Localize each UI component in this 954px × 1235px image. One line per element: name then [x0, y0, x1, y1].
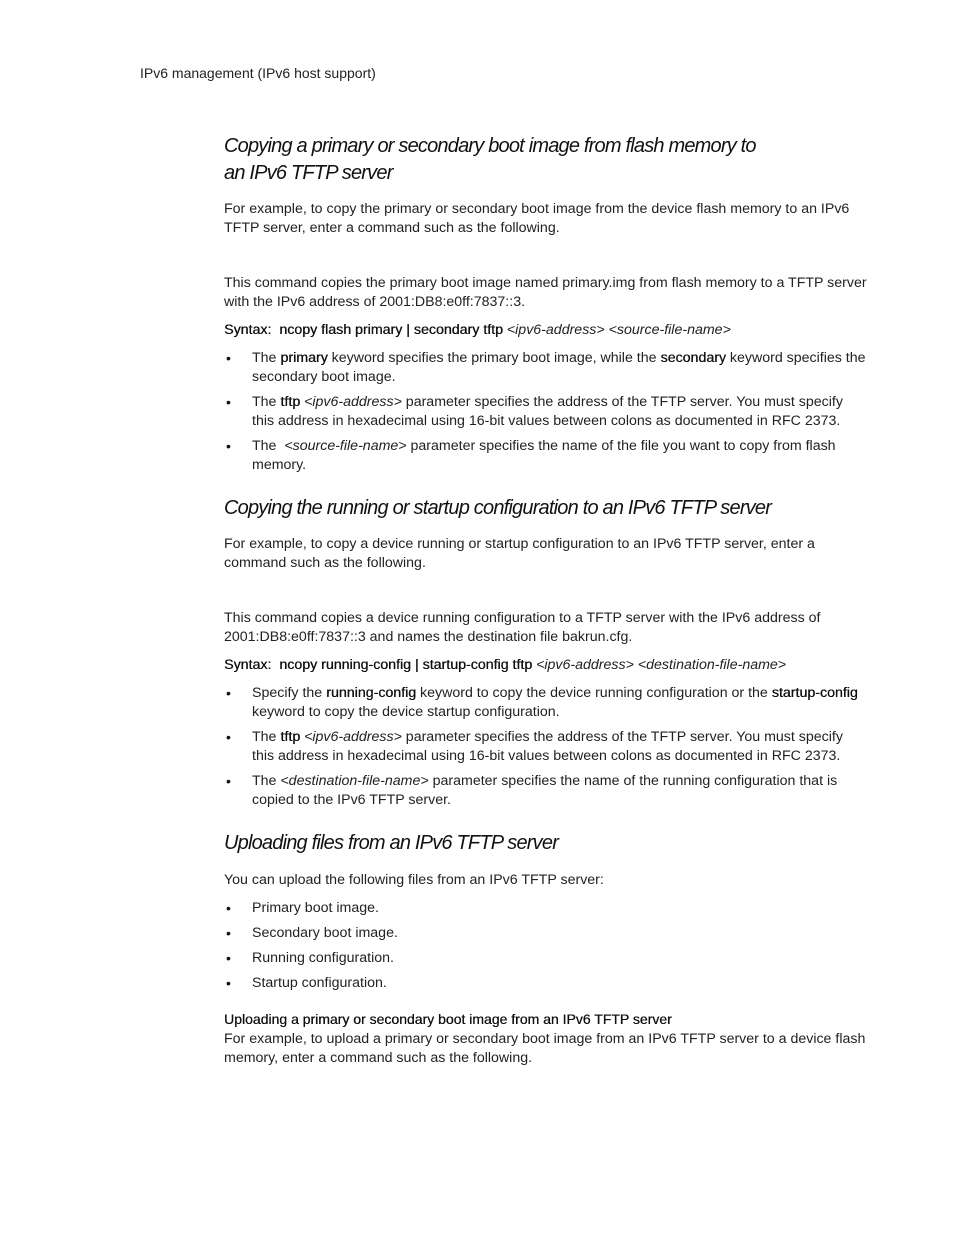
bullet-icon: • [226, 773, 231, 789]
subsection-title-upload-boot-image: Uploading a primary or secondary boot image from an IPv6 TFTP server [224, 1011, 672, 1027]
bullet-icon: • [226, 975, 231, 991]
bullet-icon: • [226, 925, 231, 941]
list-item: • Running configuration. [226, 950, 394, 966]
bullet-icon: • [226, 350, 231, 366]
s2-description: This command copies a device running configuration to a TFTP server with the IPv6 address of 2001:DB8:e0ff:7837::3 and names the destination file bakrun.cfg. [224, 610, 821, 645]
list-item: • The tftp <ipv6-address> parameter specifies the address of the TFTP server. You must specify this address in hexadecimal using 16-bit values between colons as documented in RFC 2373. [226, 729, 843, 764]
s1-intro: For example, to copy the primary or secondary boot image from the device flash memory to an IPv6 TFTP server, enter a command such as the following. [224, 201, 850, 236]
list-item: • The primary keyword specifies the primary boot image, while the secondary keyword specifies the secondary boot image. [226, 350, 866, 385]
s2-syntax: Syntax: ncopy running-config | startup-config tftp <ipv6-address> <destination-file-name> [224, 657, 787, 673]
bullet-icon: • [226, 950, 231, 966]
list-item: • Startup configuration. [226, 975, 387, 991]
s1-bullet-list [224, 349, 868, 475]
s1-description: This command copies the primary boot image named primary.img from flash memory to a TFTP server with the IPv6 address of 2001:DB8:e0ff:7837::3. [224, 275, 867, 310]
s3-bullet-list [224, 899, 868, 993]
s1-syntax: Syntax: ncopy flash primary | secondary tftp <ipv6-address> <source-file-name> [224, 322, 731, 338]
bullet-icon: • [226, 438, 231, 454]
page-content [224, 133, 868, 1068]
list-item: • Primary boot image. [226, 900, 379, 916]
list-item: • Secondary boot image. [226, 925, 398, 941]
section-title-copy-config: Copying the running or startup configuration to an IPv6 TFTP server [224, 497, 772, 519]
list-item: • Specify the running-config keyword to copy the device running configuration or the startup-config keyword to copy the device startup configuration. [226, 685, 858, 720]
list-item: • The tftp <ipv6-address> parameter specifies the address of the TFTP server. You must specify this address in hexadecimal using 16-bit values between colons as documented in RFC 2373. [226, 394, 843, 429]
s2-bullet-list [224, 684, 868, 810]
section-title-uploading: Uploading files from an IPv6 TFTP server [224, 832, 559, 854]
s2-intro: For example, to copy a device running or startup configuration to an IPv6 TFTP server, enter a command such as the following. [224, 536, 815, 571]
bullet-icon: • [226, 729, 231, 745]
bullet-icon: • [226, 394, 231, 410]
section-title-copy-boot-image: Copying a primary or secondary boot image from flash memory to an IPv6 TFTP server [224, 135, 756, 184]
bullet-icon: • [226, 685, 231, 701]
s3-subintro: For example, to upload a primary or secondary boot image from an IPv6 TFTP server to a device flash memory, enter a command such as the following. [224, 1031, 866, 1066]
list-item: • The <source-file-name> parameter specifies the name of the file you want to copy from flash memory. [226, 438, 836, 473]
s3-intro: You can upload the following files from an IPv6 TFTP server: [224, 872, 604, 888]
running-head: IPv6 management (IPv6 host support) [140, 65, 376, 81]
bullet-icon: • [226, 900, 231, 916]
list-item: • The <destination-file-name> parameter specifies the name of the running configuration that is copied to the IPv6 TFTP server. [226, 773, 838, 808]
